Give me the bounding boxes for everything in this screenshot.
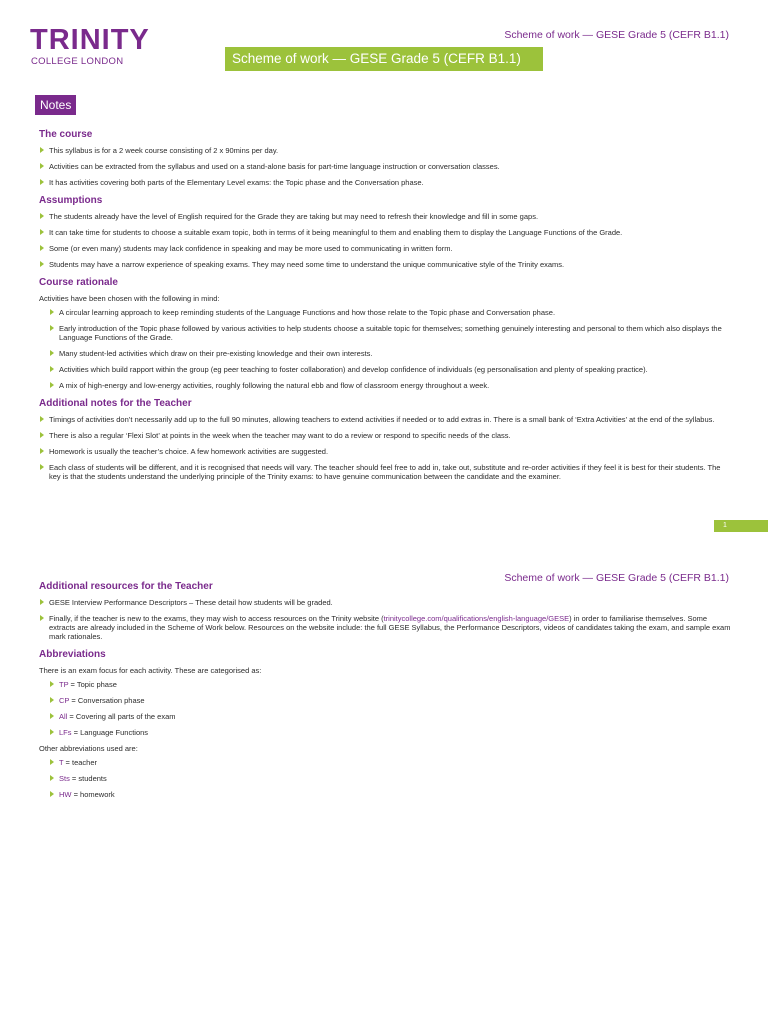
resources-list <box>39 598 734 641</box>
abbreviation: TP <box>59 680 69 689</box>
list-item: It can take time for students to choose a suitable exam topic, both in terms of it being meaningful to them and enabling them to display the Language Functions of the Grade. <box>39 228 734 237</box>
abbreviation-meaning: = Language Functions <box>71 728 149 737</box>
exam-focus-list <box>39 680 734 737</box>
trinity-logo <box>30 26 150 67</box>
trinity-website-link[interactable]: trinitycollege.com/qualifications/english-language/GESE <box>383 614 570 623</box>
list-item: Timings of activities don’t necessarily add up to the full 90 minutes, allowing teachers to extend activities if needed or to add extras in. There is a small bank of ‘Extra Activities’ at the end of the syllabus. <box>39 415 734 424</box>
abbreviation: LFs <box>59 728 72 737</box>
section-heading-teacher-notes: Additional notes for the Teacher <box>39 398 192 409</box>
page-two-content <box>39 580 734 806</box>
list-item: This syllabus is for a 2 week course consisting of 2 x 90mins per day. <box>39 146 734 155</box>
list-item <box>49 790 734 799</box>
running-header: Scheme of work — GESE Grade 5 (CEFR B1.1) <box>504 29 729 41</box>
abbreviation-meaning: = homework <box>71 790 115 799</box>
abbreviation: All <box>59 712 68 721</box>
section-heading-resources: Additional resources for the Teacher <box>39 581 213 592</box>
section-heading-rationale: Course rationale <box>39 277 118 288</box>
section-heading-course: The course <box>39 129 93 140</box>
list-item: Homework is usually the teacher’s choice. A few homework activities are suggested. <box>39 447 734 456</box>
list-item <box>49 680 734 689</box>
list-item: Some (or even many) students may lack confidence in speaking and may be more used to communicating in written form. <box>39 244 734 253</box>
list-item: A circular learning approach to keep reminding students of the Language Functions and how those relate to the Topic phase and Conversation phase. <box>49 308 734 317</box>
list-item: Each class of students will be different, and it is recognised that needs will vary. The teacher should feel free to add in, take out, substitute and re-order activities if they feel it is best for their students. The key is that the students understand the underlying principle of the Trinity exams: to have genuine communication between the candidate and the examiner. <box>39 463 734 481</box>
notes-label: Notes <box>35 95 76 115</box>
logo-subtitle: COLLEGE LONDON <box>31 56 124 67</box>
list-item: Many student-led activities which draw on their pre-existing knowledge and their own interests. <box>49 349 734 358</box>
abbreviation-meaning: = Covering all parts of the exam <box>67 712 176 721</box>
abbreviation-meaning: = Topic phase <box>68 680 117 689</box>
list-item: The students already have the level of English required for the Grade they are taking but may need to refresh their knowledge and fill in some gaps. <box>39 212 734 221</box>
list-item: A mix of high-energy and low-energy activities, roughly following the natural ebb and flow of classroom energy throughout a week. <box>49 381 734 390</box>
abbreviation-meaning: = students <box>69 774 107 783</box>
list-item <box>49 758 734 767</box>
list-item: It has activities covering both parts of the Elementary Level exams: the Topic phase and the Conversation phase. <box>39 178 734 187</box>
list-item: Early introduction of the Topic phase followed by various activities to help students choose a suitable topic for themselves; something genuinely interesting and personal to them which also displays the Language Functions of the Grade. <box>49 324 734 342</box>
list-item: GESE Interview Performance Descriptors – These detail how students will be graded. <box>39 598 734 607</box>
assumptions-list <box>39 212 734 269</box>
list-item: Students may have a narrow experience of speaking exams. They may need some time to understand the unique communicative style of the Trinity exams. <box>39 260 734 269</box>
list-item: There is also a regular ‘Flexi Slot’ at points in the week when the teacher may want to do a review or respond to specific needs of the class. <box>39 431 734 440</box>
abbreviation: CP <box>59 696 70 705</box>
list-item <box>39 614 734 641</box>
section-heading-abbreviations: Abbreviations <box>39 649 106 660</box>
abbreviation: T <box>59 758 64 767</box>
abbreviation: Sts <box>59 774 70 783</box>
course-list <box>39 146 734 187</box>
resources-text-before: Finally, if the teacher is new to the exams, they may wish to access resources on the Trinity website ( <box>49 614 384 623</box>
list-item <box>49 728 734 737</box>
list-item: Activities can be extracted from the syllabus and used on a stand-alone basis for part-time language instruction or conversation classes. <box>39 162 734 171</box>
other-abbreviations-list <box>39 758 734 799</box>
rationale-list <box>39 308 734 390</box>
section-heading-assumptions: Assumptions <box>39 195 103 206</box>
abbreviations-intro: There is an exam focus for each activity. These are categorised as: <box>39 666 262 675</box>
page-one-content <box>39 128 734 488</box>
document-title-banner: Scheme of work — GESE Grade 5 (CEFR B1.1) <box>225 47 543 71</box>
abbreviation: HW <box>59 790 72 799</box>
running-header-page-two: Scheme of work — GESE Grade 5 (CEFR B1.1) <box>504 572 729 584</box>
list-item <box>49 696 734 705</box>
rationale-intro: Activities have been chosen with the following in mind: <box>39 294 220 303</box>
resources-text-after: ) in order to familiarise themselves. Some extracts are already included in the Scheme of Work below. Resources on the website include: the full GESE Syllabus, the Performance Descriptors, videos of candidates taking the exam, and sample exam mark rationales. <box>49 614 731 641</box>
page-number-tab: 1 <box>714 520 768 532</box>
list-item: Activities which build rapport within the group (eg peer teaching to foster collaboration) and develop confidence of individuals (eg personalisation and plenty of speaking practice). <box>49 365 734 374</box>
abbreviation-meaning: = Conversation phase <box>69 696 145 705</box>
list-item <box>49 712 734 721</box>
teacher-notes-list <box>39 415 734 481</box>
abbreviation-meaning: = teacher <box>63 758 98 767</box>
list-item <box>49 774 734 783</box>
logo-wordmark: TRINITY <box>30 24 150 56</box>
other-abbreviations-intro: Other abbreviations used are: <box>39 744 138 753</box>
